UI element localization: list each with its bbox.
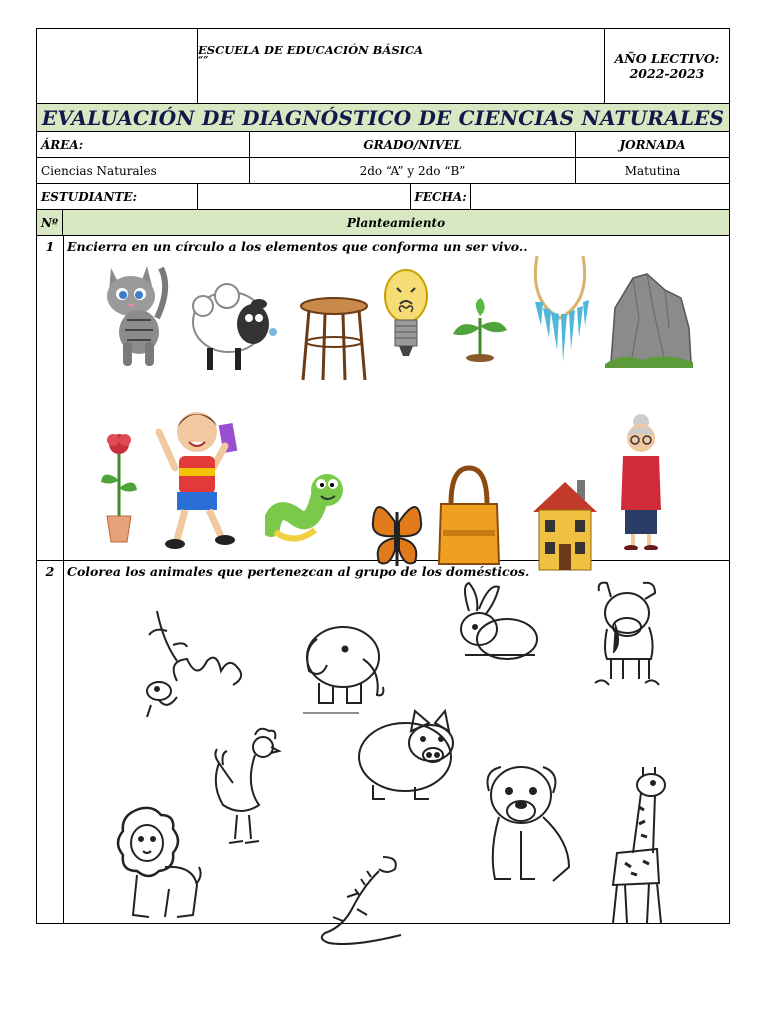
year-cell — [605, 29, 729, 103]
cat-icon[interactable] — [101, 258, 173, 370]
dog-icon[interactable] — [481, 761, 581, 891]
info-values-row — [37, 158, 729, 184]
grade-value: 2do “A” y 2do “B” — [250, 158, 576, 183]
info-labels-row — [37, 132, 729, 158]
elephant-icon[interactable] — [299, 599, 389, 715]
house-icon[interactable] — [531, 476, 599, 572]
student-label: ESTUDIANTE: — [37, 184, 198, 209]
worksheet — [36, 28, 730, 924]
year-value: 2022-2023 — [629, 66, 705, 81]
necklace-icon[interactable] — [525, 252, 595, 368]
grandmother-icon[interactable] — [619, 414, 663, 550]
sheep-icon[interactable] — [189, 276, 281, 372]
giraffe-icon[interactable] — [603, 763, 669, 929]
question-1-row — [37, 236, 729, 561]
school-name: ESCUELA DE EDUCACIÓN BÁSICA — [198, 43, 424, 57]
handbag-icon[interactable] — [437, 464, 501, 568]
statement-header: Planteamiento — [346, 215, 446, 230]
area-value: Ciencias Naturales — [37, 158, 250, 183]
rooster-icon[interactable] — [211, 725, 287, 857]
shift-label: JORNADA — [619, 137, 686, 152]
table-icon[interactable] — [299, 296, 369, 382]
pig-icon[interactable] — [355, 701, 465, 801]
boy-icon[interactable] — [155, 402, 241, 552]
iguana-icon[interactable] — [313, 847, 405, 949]
snake-icon[interactable] — [137, 601, 255, 721]
date-field[interactable] — [471, 184, 729, 209]
student-row — [37, 184, 729, 210]
date-label: FECHA: — [411, 184, 471, 209]
area-label: ÁREA: — [37, 132, 250, 157]
rock-icon[interactable] — [603, 268, 695, 368]
shift-value: Matutina — [624, 163, 681, 178]
page-title: EVALUACIÓN DE DIAGNÓSTICO DE CIENCIAS NATURALES — [41, 105, 725, 130]
school-cell — [198, 29, 605, 103]
grade-label: GRADO/NIVEL — [250, 132, 576, 157]
question-2-row — [37, 561, 729, 923]
number-header: Nº — [37, 210, 63, 235]
school-quotes: “” — [198, 56, 209, 66]
lion-icon[interactable] — [109, 805, 205, 929]
question-2-number: 2 — [45, 564, 55, 579]
question-1-text: Encierra en un círculo a los elementos que conforma un ser vivo.. — [67, 239, 528, 254]
question-1-number: 1 — [45, 239, 55, 254]
rabbit-icon[interactable] — [445, 581, 541, 665]
student-field[interactable] — [198, 184, 411, 209]
lightbulb-icon[interactable] — [383, 268, 429, 362]
flower-icon[interactable] — [99, 430, 139, 548]
question-2-text: Colorea los animales que pertenezcan al grupo de los domésticos. — [67, 564, 530, 579]
plant-icon[interactable] — [451, 298, 509, 362]
cow-icon[interactable] — [593, 579, 673, 695]
year-label: AÑO LECTIVO: — [614, 51, 720, 66]
title-band — [37, 104, 729, 132]
title-cell — [37, 104, 729, 131]
worm-icon[interactable] — [265, 472, 349, 546]
table-header-row — [37, 210, 729, 236]
logo-cell — [37, 29, 198, 103]
header-row — [37, 29, 729, 104]
